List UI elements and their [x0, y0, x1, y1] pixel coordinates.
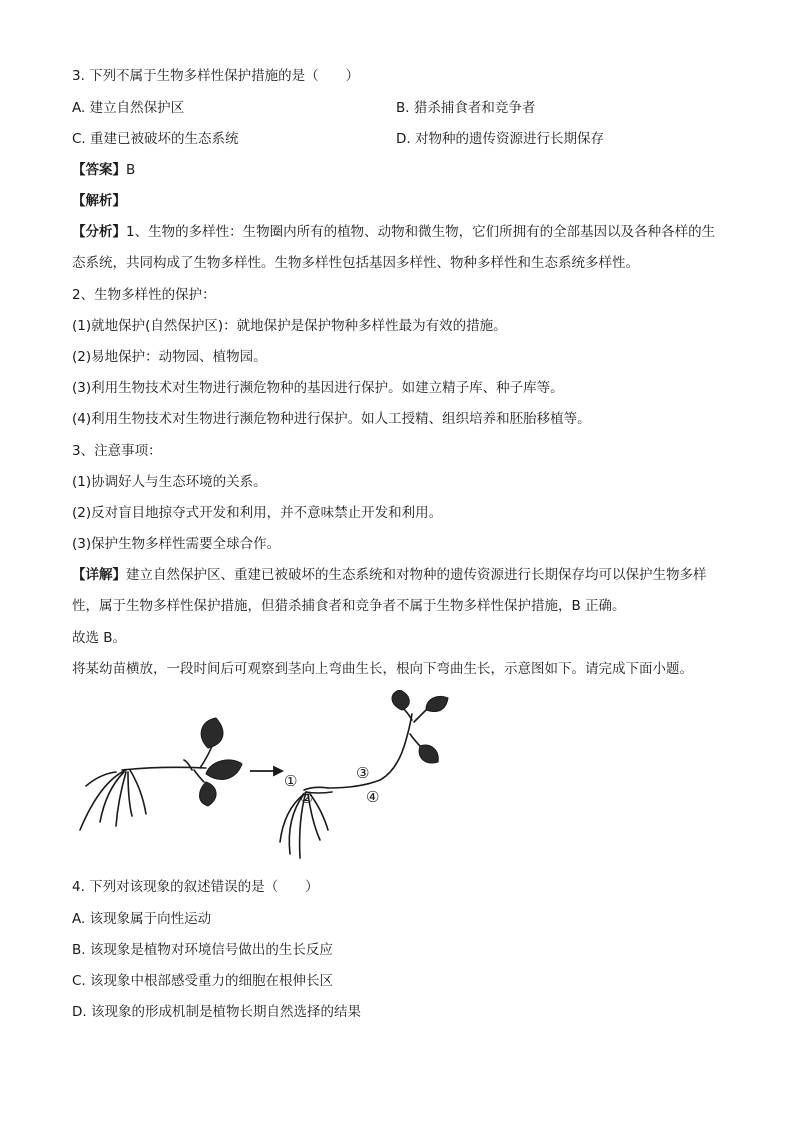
right-leaf — [426, 697, 448, 712]
p2-item: (3)利用生物技术对生物进行濒危物种的基因进行保护。如建立精子库、种子库等。 — [72, 380, 564, 396]
left-upper-petiole — [200, 746, 212, 768]
q3-option-c: C. 重建已被破坏的生态系统 — [72, 131, 239, 147]
conclusion: 故选 B。 — [72, 630, 127, 646]
label-2: ② — [300, 789, 314, 807]
label-1: ① — [284, 772, 298, 790]
p2-item: (1)就地保护(自然保护区)：就地保护是保护物种多样性最为有效的措施。 — [72, 318, 507, 334]
right-stem — [328, 714, 412, 788]
fenxi-paragraph — [72, 217, 722, 279]
intro-text: 将某幼苗横放，一段时间后可观察到茎向上弯曲生长，根向下弯曲生长，示意图如下。请完成下面小题。 — [72, 661, 693, 677]
q3-option-b: B. 猎杀捕食者和竞争者 — [396, 100, 536, 116]
right-leaf — [419, 745, 438, 763]
xiangjie-tag: 【详解】 — [72, 567, 126, 583]
q3-answer — [72, 160, 135, 180]
q4-option-c: C. 该现象中根部感受重力的细胞在根伸长区 — [72, 973, 334, 989]
left-root — [128, 772, 132, 816]
left-leaf — [206, 760, 242, 780]
label-4: ④ — [366, 788, 380, 806]
fenxi-text: 1、生物的多样性：生物圈内所有的植物、动物和微生物，它们所拥有的全部基因以及各种各样的生态系统，共同构成了生物多样性。生物多样性包括基因多样性、物种多样性和生态系统多样性。 — [72, 224, 716, 271]
fenxi-tag: 【分析】 — [72, 224, 126, 240]
xiangjie-paragraph — [72, 560, 722, 622]
seedling-diagram — [60, 690, 460, 870]
answer-tag: 【答案】 — [72, 162, 126, 178]
right-leaf — [392, 690, 409, 710]
left-root — [130, 770, 146, 814]
q4-option-d: D. 该现象的形成机制是植物长期自然选择的结果 — [72, 1004, 361, 1020]
left-leaf — [200, 782, 217, 806]
q3-option-d: D. 对物种的遗传资源进行长期保存 — [396, 131, 604, 147]
right-petiole — [410, 734, 420, 746]
p2-item: (4)利用生物技术对生物进行濒危物种进行保护。如人工授精、组织培养和胚胎移植等。 — [72, 411, 591, 427]
q3-stem: 3. 下列不属于生物多样性保护措施的是（ ） — [72, 68, 360, 84]
right-petiole — [414, 710, 426, 722]
p3-item: (1)协调好人与生态环境的关系。 — [72, 474, 267, 490]
p2-item: (2)易地保护：动物园、植物园。 — [72, 349, 267, 365]
q4-option-a: A. 该现象属于向性运动 — [72, 911, 212, 927]
left-lower-petiole — [194, 770, 204, 782]
arrow-icon — [250, 767, 282, 775]
left-tiny-leaf — [184, 760, 192, 770]
analysis-label: 【解析】 — [72, 193, 126, 209]
q3-option-a: A. 建立自然保护区 — [72, 100, 185, 116]
q4-stem: 4. 下列对该现象的叙述错误的是（ ） — [72, 879, 319, 895]
p3-title: 3、注意事项： — [72, 443, 162, 459]
p3-item: (3)保护生物多样性需要全球合作。 — [72, 536, 281, 552]
xiangjie-text: 建立自然保护区、重建已被破坏的生态系统和对物种的遗传资源进行长期保存均可以保护生物多样性，属于生物多样性保护措施，但猎杀捕食者和竞争者不属于生物多样性保护措施，B 正确。 — [72, 567, 707, 614]
label-3: ③ — [356, 764, 370, 782]
p2-title: 2、生物多样性的保护： — [72, 287, 216, 303]
p3-item: (2)反对盲目地掠夺式开发和利用，并不意味禁止开发和利用。 — [72, 505, 443, 521]
q4-option-b: B. 该现象是植物对环境信号做出的生长反应 — [72, 942, 333, 958]
analysis-tag — [72, 191, 126, 211]
answer-value: B — [126, 162, 136, 178]
left-leaf — [201, 718, 223, 748]
